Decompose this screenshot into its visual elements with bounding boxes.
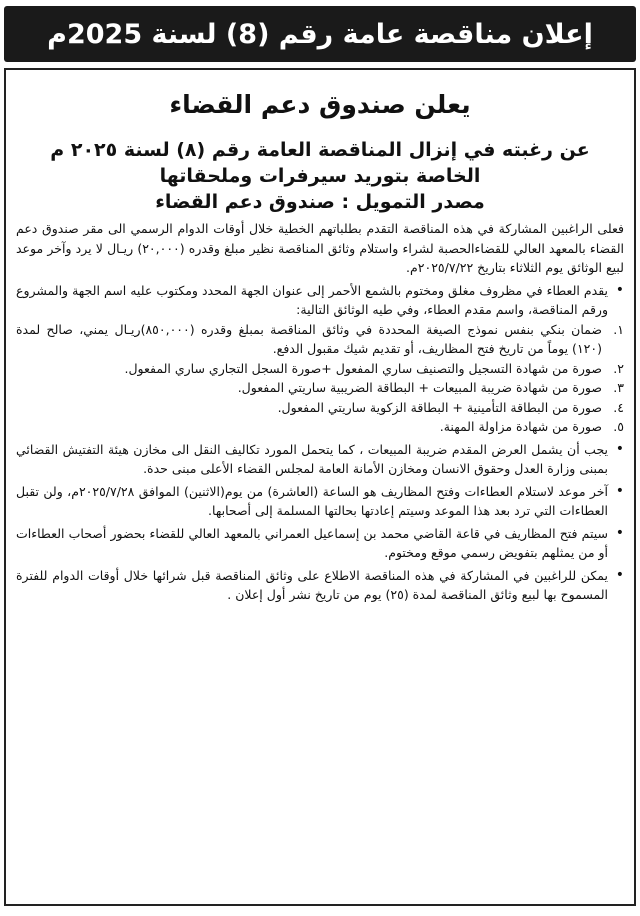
bullet-item xyxy=(16,482,624,521)
main-title: يعلن صندوق دعم القضاء xyxy=(169,90,471,119)
intro-paragraph: فعلى الراغبين المشاركة في هذه المناقصة التقدم بطلباتهم الخطية خلال أوقات الدوام الرسمي الى مقر صندوق دعم القضاء بالمعهد العالي للقضاءالحصبة لشراء واستلام وثائق المناقصة نظير مبلغ وقدره (٢٠,٠٠٠) ريـال لا يرد وآخر موعد لبيع الوثائق يوم الثلاثاء بتاريخ ٢٠٢٥/٧/٢٢م. xyxy=(16,221,624,275)
document-text: صورة من شهادة ضريبة المبيعات + البطاقة الضريبية ساريتي المفعول. xyxy=(237,380,602,395)
document-item xyxy=(16,378,624,398)
bullet-item xyxy=(16,566,624,605)
bullet-text-deadline: آخر موعد لاستلام العطاءات وفتح المظاريف هو الساعة (العاشرة) من يوم(الاثنين) الموافق ٢٠٢٥/٧/٢٨م، ولن تقبل العطاءات التي ترد بعد هذا الموعد وسيتم إعادتها بحالتها المسلمة إلى أصحابها. xyxy=(16,483,608,518)
document-number: ٢. xyxy=(613,360,624,376)
document-number: ٥. xyxy=(613,419,624,434)
bullet-dot-icon: • xyxy=(615,482,624,499)
bullet-text-opening: سيتم فتح المظاريف في قاعة القاضي محمد بن إسماعيل العمراني بالمعهد العالي للقضاء بحضور أصحاب العطاءات أو من يمثلهم بتفويض رسمي موقع ومختوم. xyxy=(16,525,608,560)
document-item xyxy=(16,398,624,418)
document-item xyxy=(16,417,624,437)
bullet-item xyxy=(16,440,624,479)
document-number: ٣. xyxy=(613,380,624,395)
bullet-text-review: يمكن للراغبين في المشاركة في هذه المناقصة الاطلاع على وثائق المناقصة قبل شرائها خلال أوقات الدوام للفترة المسموح بها لبيع وثائق المناقصة لمدة (٢٥) يوم من تاريخ نشر أول إعلان . xyxy=(16,567,608,602)
document-text: صورة من شهادة مزاولة المهنة. xyxy=(439,419,602,434)
funding-source: مصدر التمويل : صندوق دعم القضاء xyxy=(155,191,485,213)
header-title: إعلان مناقصة عامة رقم (8) لسنة 2025م xyxy=(47,18,593,50)
subtitle-line-1: عن رغبته في إنزال المناقصة العامة رقم (٨) لسنة ٢٠٢٥ م xyxy=(50,139,590,161)
document-item xyxy=(16,320,624,359)
document-text: صورة من شهادة التسجيل والتصنيف ساري المفعول +صورة السجل التجاري ساري المفعول. xyxy=(124,360,602,376)
bullet-dot-icon: • xyxy=(615,440,624,457)
document-text: صورة من البطاقة التأمينية + البطاقة الزكوية ساريتي المفعول. xyxy=(277,399,602,415)
bullet-dot-icon: • xyxy=(615,524,624,541)
document-item xyxy=(16,359,624,379)
subtitle-line-2: الخاصة بتوريد سيرفرات وملحقاتها xyxy=(159,165,481,187)
announcement-frame xyxy=(4,68,636,906)
bullet-text-submission: يقدم العطاء في مظروف مغلق ومختوم بالشمع الأحمر إلى عنوان الجهة المحدد ومكتوب عليه اسم الجهة والمشروع ورقم المناقصة، واسم مقدم العطاء، وفي طيه الوثائق التالية: xyxy=(16,282,608,317)
bullet-dot-icon: • xyxy=(615,566,624,583)
bullet-text-tax: يجب أن يشمل العرض المقدم ضريبة المبيعات ، كما يتحمل المورد تكاليف النقل الى مخازن هيئة التفتيش القضائي بمبنى وزارة العدل وحقوق الانسان ومخازن الأمانة العامة لمجلس القضاء الأعلى مبنى حدة. xyxy=(16,441,608,476)
header-banner xyxy=(4,6,636,62)
document-text: ضمان بنكي بنفس نموذج الصيغة المحددة في وثائق المناقصة بمبلغ وقدره (٨٥٠,٠٠٠)ريـال يمني، صالح لمدة (١٢٠) يوماً من تاريخ فتح المظاريف، أو تقديم شيك مقبول الدفع. xyxy=(16,321,603,356)
document-number: ٤. xyxy=(613,399,624,415)
bullet-item xyxy=(16,524,624,563)
bullet-item xyxy=(16,281,624,320)
document-number: ١. xyxy=(613,321,624,337)
bullet-dot-icon: • xyxy=(615,281,624,298)
